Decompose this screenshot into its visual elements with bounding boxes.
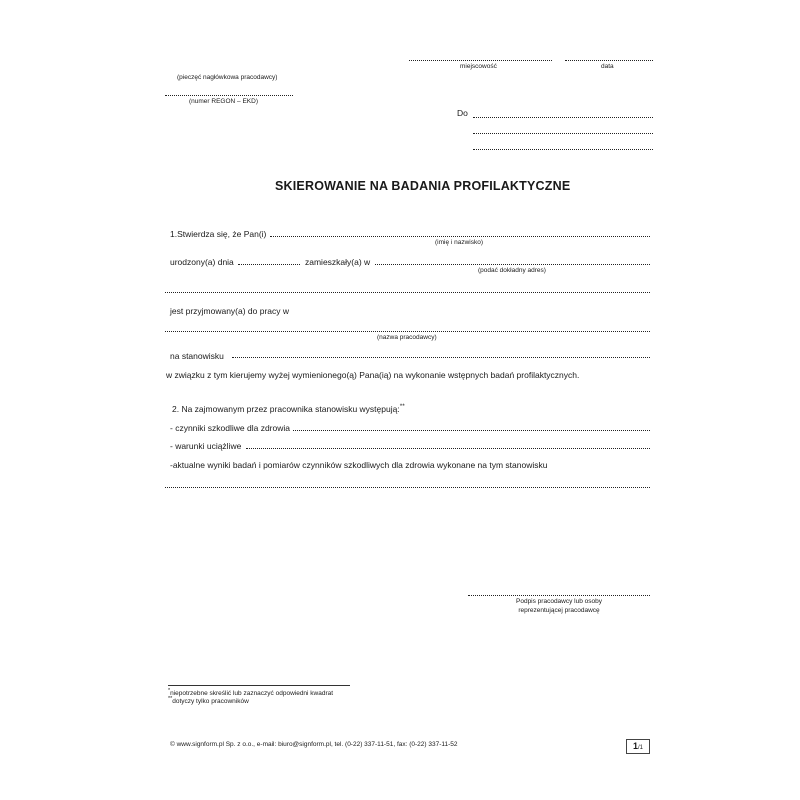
address-hint: (podać dokładny adres): [478, 267, 546, 274]
section2-heading: [172, 403, 405, 414]
name-line[interactable]: [270, 236, 650, 237]
page-number: 1: [632, 741, 638, 751]
employed-label: jest przyjmowany(a) do pracy w: [170, 306, 290, 316]
signature-label-1: Podpis pracodawcy lub osoby: [516, 598, 602, 605]
employer-line[interactable]: [165, 331, 650, 332]
page-total: /1: [638, 745, 644, 751]
resident-label: zamieszkały(a) w: [305, 257, 371, 267]
employer-hint: (nazwa pracodawcy): [377, 334, 437, 341]
results-line[interactable]: [165, 487, 650, 488]
birth-date-line[interactable]: [238, 264, 300, 265]
results-label: -aktualne wyniki badań i pomiarów czynników szkodliwych dla zdrowia wykonane na tym stanowisku: [170, 460, 548, 470]
footnote-1-mark: *: [168, 688, 171, 694]
position-line[interactable]: [232, 357, 650, 358]
section2-heading-text: 2. Na zajmowanym przez pracownika stanowisku występują:: [172, 403, 400, 414]
recipient-line-3[interactable]: [473, 149, 653, 150]
document-title: SKIEROWANIE NA BADANIA PROFILAKTYCZNE: [275, 179, 571, 193]
address-line[interactable]: [375, 264, 650, 265]
section2-heading-mark: **: [399, 403, 405, 410]
onerous-label: - warunki uciążliwe: [170, 441, 242, 451]
signature-label-2: reprezentującej pracodawcę: [518, 607, 600, 614]
harmful-line[interactable]: [293, 430, 650, 431]
regon-line[interactable]: [165, 95, 293, 96]
referral-text: w związku z tym kierujemy wyżej wymienionego(ą) Pana(ią) na wykonanie wstępnych badań profilaktycznych.: [166, 370, 580, 380]
harmful-label: - czynniki szkodliwe dla zdrowia: [170, 423, 290, 433]
onerous-line[interactable]: [246, 448, 650, 449]
footnote-2-text: dotyczy tylko pracowników: [172, 698, 249, 706]
born-label: urodzony(a) dnia: [170, 257, 234, 267]
footnote-rule: [168, 685, 350, 686]
to-label: Do: [457, 108, 468, 118]
footnote-2: [168, 696, 249, 705]
date-line[interactable]: [565, 60, 653, 61]
recipient-line-2[interactable]: [473, 133, 653, 134]
page-number-box: [626, 739, 650, 754]
regon-label: (numer REGON – EKD): [189, 98, 258, 105]
position-label: na stanowisku: [170, 351, 224, 361]
place-label: miejscowość: [460, 63, 497, 70]
footnote-1-text: niepotrzebne skreślić lub zaznaczyć odpowiedni kwadrat: [170, 690, 334, 698]
signature-line[interactable]: [468, 595, 650, 596]
footnote-2-mark: **: [168, 696, 173, 702]
footer-copyright: © www.signform.pl Sp. z o.o., e-mail: biuro@signform.pl, tel. (0-22) 337-11-51, fax: (0-22) 337-11-52: [170, 741, 458, 748]
address-line-2[interactable]: [165, 292, 650, 293]
place-line[interactable]: [409, 60, 552, 61]
states-label: 1.Stwierdza się, że Pan(i): [170, 229, 267, 239]
name-hint: (imię i nazwisko): [435, 239, 484, 246]
date-label: data: [601, 63, 614, 70]
stamp-label: (pieczęć nagłówkowa pracodawcy): [177, 74, 278, 81]
recipient-line-1[interactable]: [473, 117, 653, 118]
